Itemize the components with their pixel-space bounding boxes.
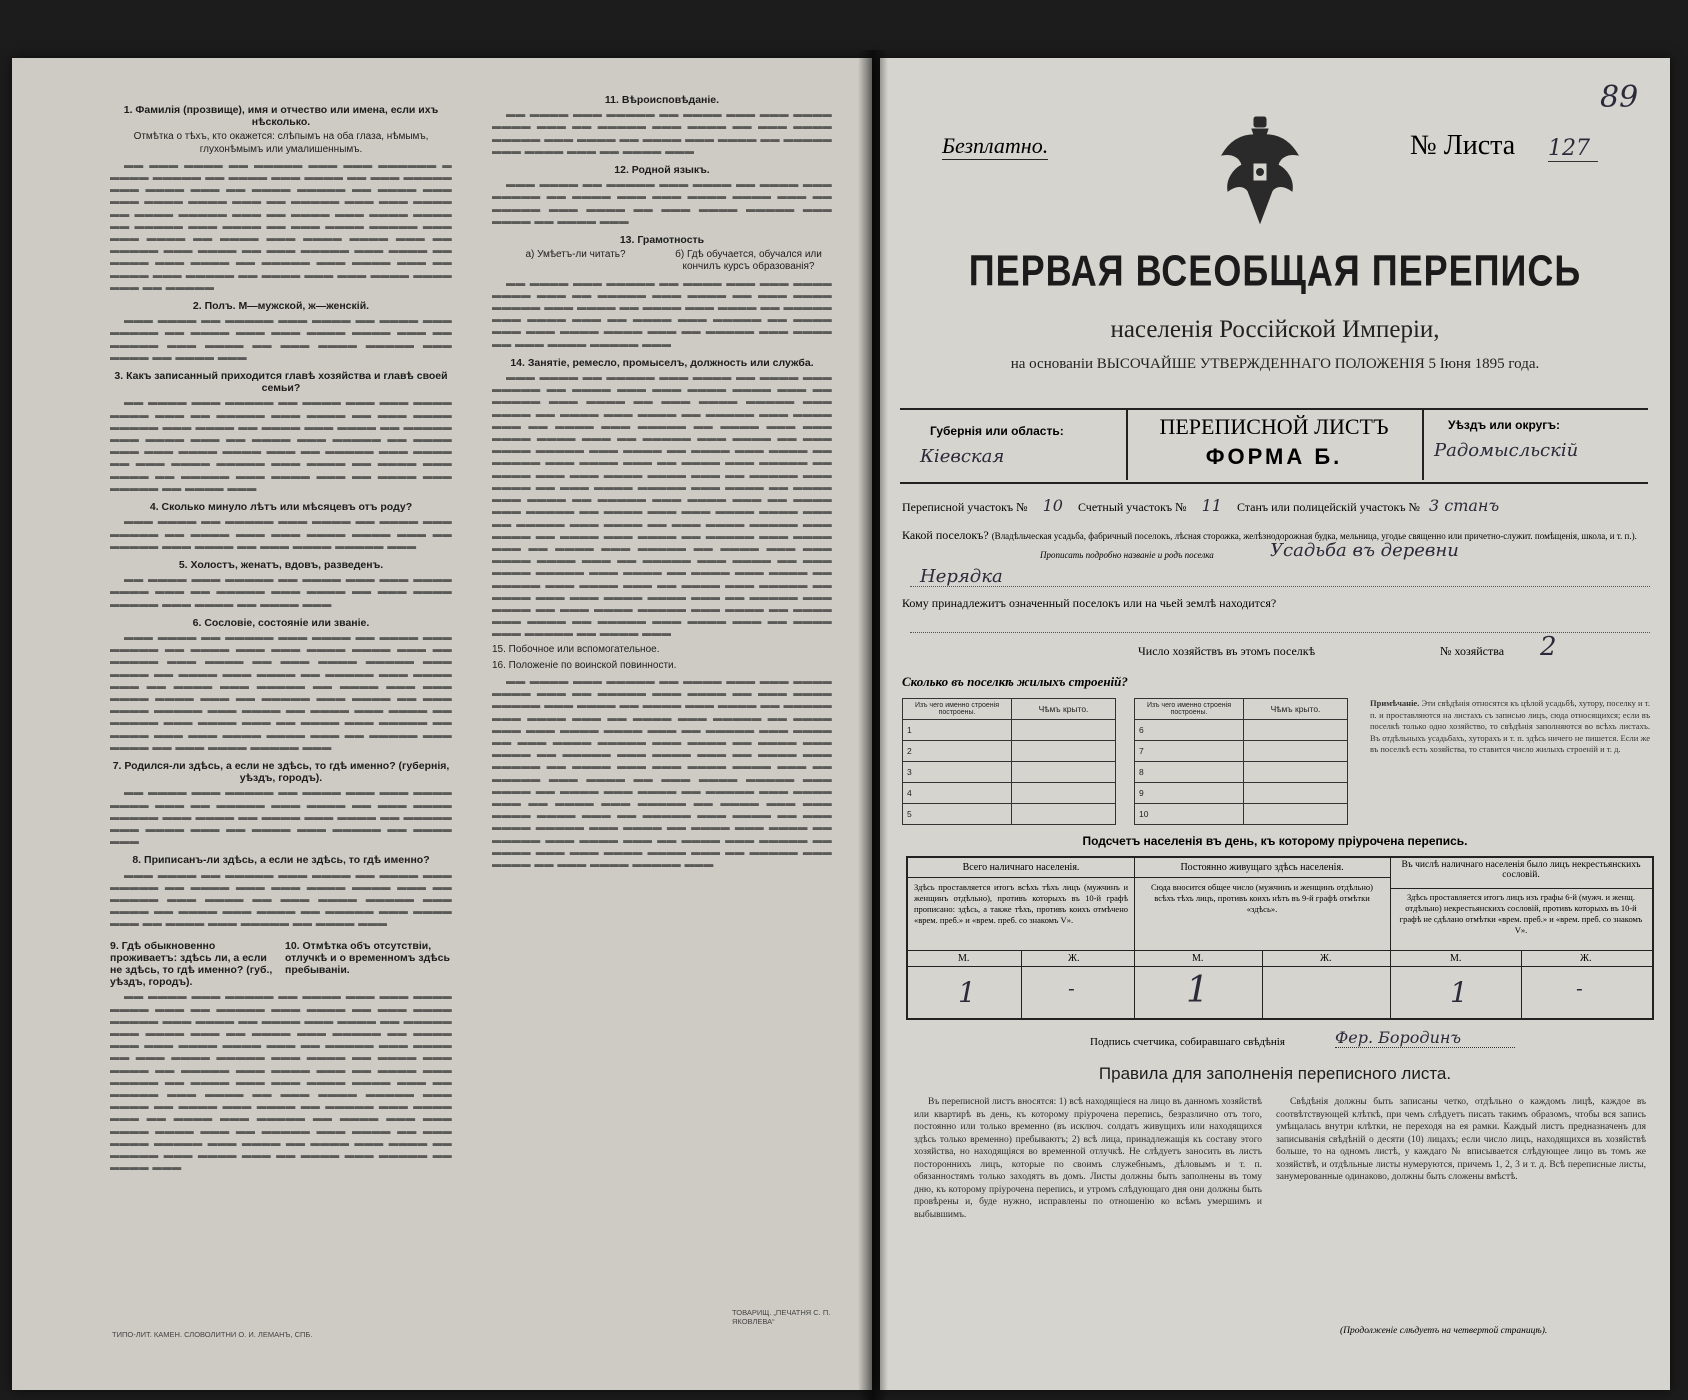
decorative-text-block: ▬▬ ▬▬▬▬ ▬▬▬ ▬▬▬▬▬ ▬▬ ▬▬▬▬ ▬▬▬ ▬▬▬ ▬▬▬▬ ▬▬▬▬ ▬▬▬ ▬▬ ▬▬▬▬▬ ▬▬▬ ▬▬▬▬ ▬▬ ▬▬▬ ▬▬▬▬ ▬▬▬▬▬ ▬▬▬ ▬▬▬▬ ▬▬ ▬▬▬▬ ▬▬▬ xyxy=(110,575,452,610)
section-heading: 1. Фамилія (прозвище), имя и отчество или имена, если ихъ нѣсколько. xyxy=(123,104,439,129)
male-label: М. xyxy=(1450,953,1462,964)
note-text: Эти свѣдѣнія относятся къ цѣлой усадьбѣ, хутору, поселку и т. п. и проставляются на листахъ съ записью лицъ, сюда относящихся; если въ поселкѣ только одно хозяйство, то свѣдѣнія заполняются во всѣхъ листахъ. Въ отдѣльныхъ усадьбахъ, хуторахъ и т. п. здѣсь ничего не пишется. Если же въ поселкѣ есть хозяйства, то ставится число жилыхъ строеній и т. д. xyxy=(1370,698,1651,754)
decorative-text-block: ▬▬ ▬▬▬▬ ▬▬▬ ▬▬▬▬▬ ▬▬ ▬▬▬▬ ▬▬▬ ▬▬▬ ▬▬▬▬ ▬▬▬▬ ▬▬▬ ▬▬ ▬▬▬▬▬ ▬▬▬ ▬▬▬▬ ▬▬ ▬▬▬ ▬▬▬▬ ▬▬▬▬▬ ▬▬▬ ▬▬▬▬ ▬▬ ▬▬▬▬ ▬▬▬ ▬▬▬▬ ▬▬ ▬▬▬▬▬ ▬▬▬ ▬▬▬▬ ▬▬▬ ▬▬ ▬▬▬▬ ▬▬▬ ▬▬▬▬▬ ▬▬ ▬▬▬▬ ▬▬▬ ▬▬▬ ▬▬▬▬ ▬▬▬▬ ▬▬▬ ▬▬ ▬▬▬▬▬ ▬▬▬ ▬▬▬▬ ▬▬ ▬▬▬ ▬▬▬▬ ▬▬▬▬▬ ▬▬▬ ▬▬▬▬ ▬▬ ▬▬▬▬ ▬▬▬ ▬▬▬▬ ▬▬ ▬▬▬▬▬ ▬▬▬ ▬▬▬▬ ▬▬▬ ▬▬ ▬▬▬▬ ▬▬▬ ▬▬▬▬▬ ▬▬ ▬▬▬▬ ▬▬▬ xyxy=(110,398,452,494)
split-headings xyxy=(492,249,832,277)
table-header-row xyxy=(1135,699,1348,720)
table-cell xyxy=(1012,720,1116,741)
table-row xyxy=(1135,783,1348,804)
row-number: 3 xyxy=(903,762,1012,783)
column-divider xyxy=(1521,950,1522,1018)
decorative-text-block: ▬▬ ▬▬▬▬ ▬▬▬ ▬▬▬▬▬ ▬▬ ▬▬▬▬ ▬▬▬ ▬▬▬ ▬▬▬▬ ▬▬▬▬ ▬▬▬ ▬▬ ▬▬▬▬▬ ▬▬▬ ▬▬▬▬ ▬▬ ▬▬▬ ▬▬▬▬ ▬▬▬▬▬ ▬▬▬ ▬▬▬▬ ▬▬ ▬▬▬▬ ▬▬▬ ▬▬▬▬ ▬▬ ▬▬▬▬▬ ▬▬▬ ▬▬▬▬ ▬▬▬ ▬▬ ▬▬▬▬ ▬▬▬ ▬▬▬▬▬ ▬▬ ▬▬▬▬ ▬▬▬ ▬▬▬ ▬▬▬▬ ▬▬▬▬ ▬▬▬ ▬▬ ▬▬▬▬▬ ▬▬▬ ▬▬▬▬ ▬▬ ▬▬▬ ▬▬▬▬ ▬▬▬▬▬ ▬▬▬ ▬▬▬▬ ▬▬ ▬▬▬▬ ▬▬▬ ▬▬▬▬ ▬▬ ▬▬▬▬▬ ▬▬▬ ▬▬▬▬ ▬▬▬ ▬▬ ▬▬▬▬ ▬▬▬ ▬▬▬▬▬ ▬▬ ▬▬▬▬ ▬▬▬ ▬▬▬ ▬▬▬▬ ▬▬▬▬ ▬▬▬ ▬▬ ▬▬▬▬▬ ▬▬▬ ▬▬▬▬ ▬▬ ▬▬▬ ▬▬▬▬ ▬▬▬▬▬ ▬▬▬ ▬▬▬▬ ▬▬ ▬▬▬▬ ▬▬▬ ▬▬▬▬ ▬▬ ▬▬▬▬▬ ▬▬▬ ▬▬▬▬ ▬▬▬ ▬▬ ▬▬▬▬ ▬▬▬ ▬▬▬▬▬ ▬▬ ▬▬▬▬ ▬▬▬ ▬▬▬ ▬▬▬▬ ▬▬▬▬ ▬▬▬ ▬▬ ▬▬▬▬▬ ▬▬▬ ▬▬▬▬ ▬▬ ▬▬▬ ▬▬▬▬ ▬▬▬▬▬ ▬▬▬ ▬▬▬▬ ▬▬ ▬▬▬▬ ▬▬▬ ▬▬▬▬ ▬▬ ▬▬▬▬▬ ▬▬▬ ▬▬▬▬ ▬▬▬ ▬▬ ▬▬▬▬ ▬▬▬ ▬▬▬▬▬ ▬▬ ▬▬▬▬ ▬▬▬ xyxy=(110,992,452,1174)
form-title: ПЕРВАЯ ВСЕОБЩАЯ ПЕРЕПИСЬ xyxy=(968,245,1582,295)
table-header-row xyxy=(903,699,1116,720)
rules-title: Правила для заполненія переписного листа. xyxy=(1098,1064,1452,1083)
table-row xyxy=(1135,741,1348,762)
table-row xyxy=(903,720,1116,741)
sheet-number-value: 127 xyxy=(1548,136,1598,162)
signature-value: Фер. Бородинъ xyxy=(1335,1028,1515,1048)
instructions-column-1 xyxy=(110,98,452,1358)
section-heading: 7. Родился-ли здѣсь, а если не здѣсь, то гдѣ именно? (губернія, уѣздъ, городъ). xyxy=(112,759,450,785)
households-label: Число хозяйствъ въ этомъ поселкѣ xyxy=(1138,644,1316,658)
decorative-text-block: ▬▬ ▬▬▬▬ ▬▬▬ ▬▬▬▬▬ ▬▬ ▬▬▬▬ ▬▬▬ ▬▬▬ ▬▬▬▬ ▬▬▬▬ ▬▬▬ ▬▬ ▬▬▬▬▬ ▬▬▬ ▬▬▬▬ ▬▬ ▬▬▬ ▬▬▬▬ ▬▬▬▬▬ ▬▬▬ ▬▬▬▬ ▬▬ ▬▬▬▬ ▬▬▬ ▬▬▬▬ ▬▬ ▬▬▬▬▬ ▬▬▬ ▬▬▬▬ ▬▬▬ ▬▬ ▬▬▬▬ ▬▬▬ ▬▬▬▬▬ ▬▬ ▬▬▬▬ ▬▬▬ ▬▬▬ ▬▬▬▬ ▬▬▬▬ ▬▬▬ ▬▬ ▬▬▬▬▬ ▬▬▬ ▬▬▬▬ ▬▬ ▬▬▬ ▬▬▬▬ ▬▬▬▬▬ ▬▬▬ ▬▬▬▬ ▬▬ ▬▬▬▬ ▬▬▬ ▬▬▬▬ ▬▬ ▬▬▬▬▬ ▬▬▬ ▬▬▬▬ ▬▬▬ ▬▬ ▬▬▬▬ ▬▬▬ ▬▬▬▬▬ ▬▬ ▬▬▬▬ ▬▬▬ ▬▬▬ ▬▬▬▬ ▬▬▬▬ ▬▬▬ ▬▬ ▬▬▬▬▬ ▬▬▬ ▬▬▬▬ ▬▬ ▬▬▬ ▬▬▬▬ ▬▬▬▬▬ ▬▬▬ ▬▬▬▬ ▬▬ ▬▬▬▬ ▬▬▬ ▬▬▬▬ ▬▬ ▬▬▬▬▬ ▬▬▬ ▬▬▬▬ ▬▬▬ ▬▬ ▬▬▬▬ ▬▬▬ ▬▬▬▬▬ ▬▬ ▬▬▬▬ ▬▬▬ ▬▬▬ ▬▬▬▬ ▬▬▬▬ ▬▬▬ ▬▬ ▬▬▬▬▬ ▬▬▬ ▬▬▬▬ ▬▬ ▬▬▬ ▬▬▬▬ ▬▬▬▬▬ ▬▬▬ ▬▬▬▬ ▬▬ ▬▬▬▬ ▬▬▬ ▬▬▬▬ ▬▬ ▬▬▬▬▬ ▬▬▬ ▬▬▬▬ ▬▬▬ ▬▬ ▬▬▬▬ ▬▬▬ ▬▬▬▬▬ ▬▬ ▬▬▬▬ ▬▬▬ ▬▬▬ ▬▬▬▬ ▬▬▬▬ ▬▬▬ ▬▬ ▬▬▬▬▬ ▬▬▬ ▬▬▬▬ ▬▬ ▬▬▬ ▬▬▬▬ ▬▬▬▬▬ ▬▬▬ xyxy=(492,676,832,870)
table-row xyxy=(903,783,1116,804)
non-peasant-male-value: 1 xyxy=(1450,976,1468,1009)
district-row xyxy=(902,496,1662,515)
settlement-underline xyxy=(910,586,1650,587)
instructions-column-2 xyxy=(492,88,832,1348)
decorative-text-block: ▬▬ ▬▬▬▬ ▬▬▬ ▬▬▬▬▬ ▬▬ ▬▬▬▬ ▬▬▬ ▬▬▬ ▬▬▬▬ ▬▬▬▬ ▬▬▬ ▬▬ ▬▬▬▬▬ ▬▬▬ ▬▬▬▬ ▬▬ ▬▬▬ ▬▬▬▬ ▬▬▬▬▬ ▬▬▬ ▬▬▬▬ ▬▬ ▬▬▬▬ ▬▬▬ ▬▬▬▬ ▬▬ ▬▬▬▬▬ ▬▬▬ ▬▬▬▬ ▬▬▬ ▬▬ ▬▬▬▬ ▬▬▬ ▬▬▬▬▬ ▬▬ ▬▬▬▬ ▬▬▬ xyxy=(110,788,452,848)
population-table xyxy=(906,856,1654,1020)
population-column-total xyxy=(908,858,1135,1018)
decorative-text-block: ▬▬ ▬▬▬▬ ▬▬▬ ▬▬▬▬▬ ▬▬ ▬▬▬▬ ▬▬▬ ▬▬▬ ▬▬▬▬ ▬▬▬▬ ▬▬▬ ▬▬ ▬▬▬▬▬ ▬▬▬ ▬▬▬▬ ▬▬ ▬▬▬ ▬▬▬▬ ▬▬▬▬▬ ▬▬▬ ▬▬▬▬ ▬▬ ▬▬▬▬ ▬▬▬ ▬▬▬▬ ▬▬ ▬▬▬▬▬ ▬▬▬ ▬▬▬▬ ▬▬▬ ▬▬ ▬▬▬▬ ▬▬▬ xyxy=(492,110,832,157)
row-number: 6 xyxy=(1135,720,1244,741)
owner-underline xyxy=(910,632,1650,633)
section-heading: 6. Сословіе, состояніе или званіе. xyxy=(192,616,370,629)
section-heading: 13. Грамотность xyxy=(619,234,705,247)
column-divider xyxy=(1262,950,1263,1018)
decorative-text-block: ▬▬▬ ▬▬▬▬ ▬▬ ▬▬▬▬▬ ▬▬▬ ▬▬▬▬ ▬▬ ▬▬▬▬ ▬▬▬ ▬▬▬▬▬ ▬▬ ▬▬▬▬ ▬▬▬ ▬▬▬ ▬▬▬▬ ▬▬▬▬ ▬▬▬ ▬▬ ▬▬▬▬▬ ▬▬▬ ▬▬▬▬ ▬▬ ▬▬▬ ▬▬▬▬ ▬▬▬▬▬ ▬▬▬ ▬▬▬▬ ▬▬ ▬▬▬▬ ▬▬▬ ▬▬▬▬ ▬▬ ▬▬▬▬▬ ▬▬▬ ▬▬▬▬ ▬▬▬ ▬▬ ▬▬▬▬ ▬▬▬ ▬▬▬▬▬ ▬▬ ▬▬▬▬ ▬▬▬ ▬▬▬ ▬▬▬▬ ▬▬▬▬ ▬▬▬ ▬▬ ▬▬▬▬▬ ▬▬▬ ▬▬▬▬ ▬▬ ▬▬▬ ▬▬▬▬ ▬▬▬▬▬ ▬▬▬ ▬▬▬▬ ▬▬ ▬▬▬▬ ▬▬▬ ▬▬▬▬ ▬▬ ▬▬▬▬▬ ▬▬▬ ▬▬▬▬ ▬▬▬ ▬▬ ▬▬▬▬ ▬▬▬ ▬▬▬▬▬ ▬▬ ▬▬▬▬ ▬▬▬ ▬▬▬ ▬▬▬▬ ▬▬▬▬ ▬▬▬ ▬▬ ▬▬▬▬▬ ▬▬▬ ▬▬▬▬ ▬▬ ▬▬▬ ▬▬▬▬ ▬▬▬▬▬ ▬▬▬ xyxy=(110,632,452,753)
table-cell xyxy=(1244,741,1348,762)
row-number: 2 xyxy=(903,741,1012,762)
row-divider xyxy=(1390,966,1652,967)
population-column-non-peasant xyxy=(1390,858,1652,1018)
stan-label: Станъ или полицейскій участокъ № xyxy=(1236,500,1420,514)
female-label: Ж. xyxy=(1580,953,1592,964)
total-female-value: - xyxy=(1068,976,1075,1000)
permanent-male-value: 1 xyxy=(1186,970,1209,1011)
table-row xyxy=(1135,720,1348,741)
signature-label: Подпись счетчика, собиравшаго свѣдѣнія xyxy=(1090,1036,1285,1048)
book-fold-shadow xyxy=(858,50,888,1400)
census-district-label: Переписной участокъ № xyxy=(902,500,1028,514)
household-no-value: 2 xyxy=(1540,632,1557,662)
section-heading: 10. Отмѣтка объ отсутствіи, отлучкѣ и о временномъ здѣсь пребываніи. xyxy=(285,939,450,976)
row-number: 10 xyxy=(1135,804,1244,825)
form-label: ФОРМА Б. xyxy=(1205,444,1343,469)
total-male-value: 1 xyxy=(958,976,976,1009)
census-form-page xyxy=(880,58,1670,1390)
column-header: Изъ чего именно строенія построены. xyxy=(1135,699,1244,720)
row-divider xyxy=(908,966,1134,967)
section-heading: 11. Вѣроисповѣданіе. xyxy=(604,94,720,106)
column-description: Здѣсь проставляется итогъ лицъ изъ графы 6-й (мужч. и женщ. отдѣльно) некрестьянскихъ сословій, противъ которыхъ въ 10-й графѣ не сдѣлано отмѣтки «врем. преб.» и «врем. преб. со знакомъ V». xyxy=(1399,892,1643,935)
section-heading: 8. Приписанъ-ли здѣсь, а если не здѣсь, то гдѣ именно? xyxy=(132,854,430,867)
table-row xyxy=(903,762,1116,783)
non-peasant-female-value: - xyxy=(1576,976,1583,1000)
male-label: М. xyxy=(958,953,970,964)
row-number: 9 xyxy=(1135,783,1244,804)
count-district-label: Счетный участокъ № xyxy=(1077,500,1187,514)
row-divider xyxy=(1134,966,1390,967)
row-number: 5 xyxy=(903,804,1012,825)
guberniya-cell xyxy=(900,410,1128,480)
free-label: Безплатно. xyxy=(942,133,1049,158)
section-subheading: Отмѣтка о тѣхъ, кто окажется: слѣпымъ на оба глаза, нѣмымъ, глухонѣмымъ или умалишеннымъ. xyxy=(133,131,429,155)
female-label: Ж. xyxy=(1320,953,1332,964)
column-header: Чѣмъ крыто. xyxy=(1244,699,1348,720)
section-heading: 5. Холостъ, женатъ, вдовъ, разведенъ. xyxy=(178,558,384,571)
table-cell xyxy=(1244,804,1348,825)
settlement-hint: (Владѣльческая усадьба, фабричный поселокъ, лѣсная сторожка, желѣзнодорожная будка, мельница, угодье священно или причетно-служит. помѣщенія, школа, и т. п.). xyxy=(991,531,1637,541)
form-header-box xyxy=(900,408,1648,484)
list-title-cell xyxy=(1126,410,1422,480)
section-heading: 3. Какъ записанный приходится главѣ хозяйства и главѣ своей семьи? xyxy=(114,370,448,395)
sheet-number-label: № Листа xyxy=(1410,130,1516,161)
settlement-hint-2: Прописать подробно названіе и родъ поселка xyxy=(1040,550,1214,560)
decorative-text-block: ▬▬▬ ▬▬▬▬ ▬▬ ▬▬▬▬▬ ▬▬▬ ▬▬▬▬ ▬▬ ▬▬▬▬ ▬▬▬ ▬▬▬▬▬ ▬▬ ▬▬▬▬ ▬▬▬ ▬▬▬ ▬▬▬▬ ▬▬▬▬ ▬▬▬ ▬▬ ▬▬▬▬▬ ▬▬▬ ▬▬▬▬ ▬▬ ▬▬▬ ▬▬▬▬ ▬▬▬▬▬ ▬▬▬ ▬▬▬▬ ▬▬ ▬▬▬▬ ▬▬▬ xyxy=(110,316,452,363)
column-header: Чѣмъ крыто. xyxy=(1012,699,1116,720)
row-number: 8 xyxy=(1135,762,1244,783)
column-header: Изъ чего именно строенія построены. xyxy=(903,699,1012,720)
column-header: Постоянно живущаго здѣсь населенія. xyxy=(1134,858,1390,878)
uezd-cell xyxy=(1422,410,1650,480)
table-cell xyxy=(1244,720,1348,741)
column-header: Въ числѣ наличнаго населенія было лицъ некрестьянскихъ сословій. xyxy=(1390,858,1652,889)
buildings-label: Сколько въ поселкѣ жилыхъ строеній? xyxy=(902,674,1128,689)
row-number: 7 xyxy=(1135,741,1244,762)
decorative-text-block: ▬▬▬ ▬▬▬▬ ▬▬ ▬▬▬▬▬ ▬▬▬ ▬▬▬▬ ▬▬ ▬▬▬▬ ▬▬▬ ▬▬▬▬▬ ▬▬ ▬▬▬▬ ▬▬▬ ▬▬▬ ▬▬▬▬ ▬▬▬▬ ▬▬▬ ▬▬ ▬▬▬▬▬ ▬▬▬ ▬▬▬▬ ▬▬ ▬▬▬ ▬▬▬▬ ▬▬▬▬▬ ▬▬▬ xyxy=(110,517,452,552)
table-row xyxy=(1135,762,1348,783)
list-title: ПЕРЕПИСНОЙ ЛИСТЪ xyxy=(1159,414,1389,439)
note-label: Примѣчаніе. xyxy=(1370,698,1420,708)
table-cell xyxy=(1244,762,1348,783)
buildings-table-right xyxy=(1134,698,1348,825)
column-description: Сюда вносится общее число (мужчинъ и женщинъ отдѣльно) всѣхъ тѣхъ лицъ, противъ коихъ нѣтъ въ 9-й графѣ отмѣтки «здѣсь». xyxy=(1150,882,1374,914)
household-no-label: № хозяйства xyxy=(1440,644,1505,658)
table-row xyxy=(903,804,1116,825)
female-label: Ж. xyxy=(1068,953,1080,964)
split-headings xyxy=(110,934,452,992)
census-district-value: 10 xyxy=(1042,496,1063,515)
uezd-label: Уѣздъ или округъ: xyxy=(1448,418,1561,432)
guberniya-label: Губернія или область: xyxy=(930,424,1064,438)
row-number: 4 xyxy=(903,783,1012,804)
section-heading: 9. Гдѣ обыкновенно проживаетъ: здѣсь ли, а если не здѣсь, то гдѣ именно? (губ., уѣздъ, городъ). xyxy=(110,939,273,989)
column-header: Всего наличнаго населенія. xyxy=(908,858,1134,878)
table-row xyxy=(1135,804,1348,825)
guberniya-value: Кіевская xyxy=(920,446,1005,467)
table-cell xyxy=(1012,783,1116,804)
section-subheading: 15. Побочное или вспомогательное. xyxy=(492,643,660,655)
count-district-value: 11 xyxy=(1201,496,1222,515)
section-heading: 12. Родной языкъ. xyxy=(614,164,710,177)
stan-value: 3 станъ xyxy=(1428,496,1500,515)
section-heading: 4. Сколько минуло лѣтъ или мѣсяцевъ отъ роду? xyxy=(149,501,413,514)
row-number: 1 xyxy=(903,720,1012,741)
decorative-text-block: ▬▬▬ ▬▬▬▬ ▬▬ ▬▬▬▬▬ ▬▬▬ ▬▬▬▬ ▬▬ ▬▬▬▬ ▬▬▬ ▬▬▬▬▬ ▬▬ ▬▬▬▬ ▬▬▬ ▬▬▬ ▬▬▬▬ ▬▬▬▬ ▬▬▬ ▬▬ ▬▬▬▬▬ ▬▬▬ ▬▬▬▬ ▬▬ ▬▬▬ ▬▬▬▬ ▬▬▬▬▬ ▬▬▬ ▬▬▬▬ ▬▬ ▬▬▬▬ ▬▬▬ xyxy=(492,180,832,227)
section-subheading: а) Умѣетъ-ли читать? xyxy=(525,249,626,261)
settlement-value-2: Нерядка xyxy=(920,566,1003,587)
section-heading: 2. Полъ. М—мужской, ж—женскій. xyxy=(192,300,370,313)
section-subheading: б) Гдѣ обучается, обучался или кончилъ курсъ образованія? xyxy=(675,249,822,273)
decorative-text-block: ▬▬▬ ▬▬▬▬ ▬▬ ▬▬▬▬▬ ▬▬▬ ▬▬▬▬ ▬▬ ▬▬▬▬ ▬▬▬ ▬▬▬▬▬ ▬▬ ▬▬▬▬ ▬▬▬ ▬▬▬ ▬▬▬▬ ▬▬▬▬ ▬▬▬ ▬▬ ▬▬▬▬▬ ▬▬▬ ▬▬▬▬ ▬▬ ▬▬▬ ▬▬▬▬ ▬▬▬▬▬ ▬▬▬ ▬▬▬▬ ▬▬ ▬▬▬▬ ▬▬▬ ▬▬▬▬ ▬▬ ▬▬▬▬▬ ▬▬▬ ▬▬▬▬ ▬▬▬ ▬▬ ▬▬▬▬ ▬▬▬ ▬▬▬▬▬ ▬▬ ▬▬▬▬ ▬▬▬ ▬▬▬ ▬▬▬▬ ▬▬▬▬ ▬▬▬ ▬▬ ▬▬▬▬▬ ▬▬▬ ▬▬▬▬ ▬▬ ▬▬▬ ▬▬▬▬ ▬▬▬▬▬ ▬▬▬ ▬▬▬▬ ▬▬ ▬▬▬▬ ▬▬▬ ▬▬▬▬ ▬▬ ▬▬▬▬▬ ▬▬▬ ▬▬▬▬ ▬▬▬ ▬▬ ▬▬▬▬ ▬▬▬ ▬▬▬▬▬ ▬▬ ▬▬▬▬ ▬▬▬ ▬▬▬ ▬▬▬▬ ▬▬▬▬ ▬▬▬ ▬▬ ▬▬▬▬▬ ▬▬▬ ▬▬▬▬ ▬▬ ▬▬▬ ▬▬▬▬ ▬▬▬▬▬ ▬▬▬ ▬▬▬▬ ▬▬ ▬▬▬▬ ▬▬▬ ▬▬▬▬ ▬▬ ▬▬▬▬▬ ▬▬▬ ▬▬▬▬ ▬▬▬ ▬▬ ▬▬▬▬ ▬▬▬ ▬▬▬▬▬ ▬▬ ▬▬▬▬ ▬▬▬ ▬▬▬ ▬▬▬▬ ▬▬▬▬ ▬▬▬ ▬▬ ▬▬▬▬▬ ▬▬▬ ▬▬▬▬ ▬▬ ▬▬▬ ▬▬▬▬ ▬▬▬▬▬ ▬▬▬ ▬▬▬▬ ▬▬ ▬▬▬▬ ▬▬▬ ▬▬▬▬ ▬▬ ▬▬▬▬▬ ▬▬▬ ▬▬▬▬ ▬▬▬ ▬▬ ▬▬▬▬ ▬▬▬ ▬▬▬▬▬ ▬▬ ▬▬▬▬ ▬▬▬ ▬▬▬ ▬▬▬▬ ▬▬▬▬ ▬▬▬ ▬▬ ▬▬▬▬▬ ▬▬▬ ▬▬▬▬ ▬▬ ▬▬▬ ▬▬▬▬ ▬▬▬▬▬ ▬▬▬ ▬▬▬▬ ▬▬ ▬▬▬▬ ▬▬▬ ▬▬▬▬ ▬▬ ▬▬▬▬▬ ▬▬▬ ▬▬▬▬ ▬▬▬ ▬▬ ▬▬▬▬ ▬▬▬ ▬▬▬▬▬ ▬▬ ▬▬▬▬ ▬▬▬ ▬▬▬ ▬▬▬▬ ▬▬▬▬ ▬▬▬ ▬▬ ▬▬▬▬▬ ▬▬▬ ▬▬▬▬ ▬▬ ▬▬▬ ▬▬▬▬ ▬▬▬▬▬ ▬▬▬ ▬▬▬▬ ▬▬ ▬▬▬▬ ▬▬▬ ▬▬▬▬ ▬▬ ▬▬▬▬▬ ▬▬▬ ▬▬▬▬ ▬▬▬ ▬▬ ▬▬▬▬ ▬▬▬ ▬▬▬▬▬ ▬▬ ▬▬▬▬ ▬▬▬ xyxy=(492,373,832,640)
population-title: Подсчетъ населенія въ день, къ которому пріурочена перепись. xyxy=(1082,834,1468,848)
section-subheading: 16. Положеніе по воинской повинности. xyxy=(492,659,677,671)
population-column-permanent xyxy=(1134,858,1391,1018)
coat-of-arms-icon xyxy=(1212,113,1308,233)
buildings-table-left xyxy=(902,698,1116,825)
form-subtitle: населенія Россійской Имперіи, xyxy=(1110,316,1440,343)
printer-imprint-left: ТИПО-ЛИТ. КАМЕН. СЛОВОЛИТНИ О. И. ЛЕМАНЪ, СПБ. xyxy=(112,1330,313,1339)
table-row xyxy=(903,741,1116,762)
legal-basis: на основаніи ВЫСОЧАЙШЕ УТВЕРЖДЕННАГО ПОЛОЖЕНІЯ 5 Іюня 1895 года. xyxy=(1010,356,1540,372)
settlement-value-1: Усадьба въ деревни xyxy=(1270,540,1459,561)
rules-continued-note: (Продолженіе слѣдуетъ на четвертой страницѣ). xyxy=(1340,1326,1548,1336)
table-cell xyxy=(1012,741,1116,762)
printer-imprint-right: ТОВАРИЩ. „ПЕЧАТНЯ С. П. ЯКОВЛЕВА“ xyxy=(732,1308,831,1326)
table-cell xyxy=(1012,804,1116,825)
decorative-text-block: ▬▬▬ ▬▬▬▬ ▬▬ ▬▬▬▬▬ ▬▬▬ ▬▬▬▬ ▬▬ ▬▬▬▬ ▬▬▬ ▬▬▬▬▬ ▬▬ ▬▬▬▬ ▬▬▬ ▬▬▬ ▬▬▬▬ ▬▬▬▬ ▬▬▬ ▬▬ ▬▬▬▬▬ ▬▬▬ ▬▬▬▬ ▬▬ ▬▬▬ ▬▬▬▬ ▬▬▬▬▬ ▬▬▬ ▬▬▬▬ ▬▬ ▬▬▬▬ ▬▬▬ ▬▬▬▬ ▬▬ ▬▬▬▬▬ ▬▬▬ ▬▬▬▬ ▬▬▬ ▬▬ ▬▬▬▬ ▬▬▬ ▬▬▬▬▬ ▬▬ ▬▬▬▬ ▬▬▬ xyxy=(110,870,452,930)
handwritten-page-number: 89 xyxy=(1600,80,1639,115)
rules-right-column: Свѣдѣнія должны быть записаны четко, отдѣльно о каждомъ лицѣ, каждое въ соотвѣтствующей клѣткѣ, при чемъ слѣдуетъ писать такимъ образомъ, чтобы вся запись умѣщалась внутри клѣтки, не переходя на ея рамки. Каждый листъ предназначенъ для записыванія свѣдѣній о десяти (10) лицахъ; если число лицъ, находящихся въ хозяйствѣ больше, то на одномъ листѣ, у каждаго № вписывается слѣдующее лицо въ томъ же хозяйствѣ, и отдѣльные листы нумеруются, причемъ 1, 2, 3 и т. д. Всѣ переписные листы, занумерованные одинаково, должны быть сложены вмѣстѣ. xyxy=(1276,1097,1646,1182)
instructions-page xyxy=(12,58,872,1390)
section-heading: 14. Занятіе, ремесло, промыселъ, должность или служба. xyxy=(510,356,814,369)
settlement-label: Какой поселокъ? xyxy=(902,528,989,542)
column-divider xyxy=(1021,950,1022,1018)
table-cell xyxy=(1244,783,1348,804)
uezd-value: Радомысльскій xyxy=(1434,440,1579,461)
male-label: М. xyxy=(1192,953,1204,964)
decorative-text-block: ▬▬ ▬▬▬▬ ▬▬▬ ▬▬▬▬▬ ▬▬ ▬▬▬▬ ▬▬▬ ▬▬▬ ▬▬▬▬ ▬▬▬▬ ▬▬▬ ▬▬ ▬▬▬▬▬ ▬▬▬ ▬▬▬▬ ▬▬ ▬▬▬ ▬▬▬▬ ▬▬▬▬▬ ▬▬▬ ▬▬▬▬ ▬▬ ▬▬▬▬ ▬▬▬ ▬▬▬▬ ▬▬ ▬▬▬▬▬ ▬▬▬ ▬▬▬▬ ▬▬▬ ▬▬ ▬▬▬▬ ▬▬▬ ▬▬▬▬▬ ▬▬ ▬▬▬▬ ▬▬▬ ▬▬▬ ▬▬▬▬ ▬▬▬▬ ▬▬▬ ▬▬ ▬▬▬▬▬ ▬▬▬ ▬▬▬▬ ▬▬ ▬▬▬ ▬▬▬▬ ▬▬▬▬▬ ▬▬▬ xyxy=(492,278,832,350)
table-cell xyxy=(1012,762,1116,783)
note-block xyxy=(1370,698,1650,756)
decorative-text-block: ▬▬ ▬▬▬ ▬▬▬▬ ▬▬ ▬▬▬▬▬ ▬▬▬ ▬▬▬ ▬▬▬▬▬▬ ▬ ▬▬▬▬ ▬▬▬▬▬ ▬▬ ▬▬▬▬ ▬▬▬ ▬▬▬▬ ▬▬ ▬▬▬ ▬▬▬▬▬ ▬▬▬ ▬▬▬▬ ▬▬▬ ▬▬ ▬▬▬▬ ▬▬▬▬▬ ▬▬ ▬▬▬▬ ▬▬▬ ▬▬▬ ▬▬▬▬ ▬▬▬▬ ▬▬▬ ▬▬ ▬▬▬▬▬ ▬▬▬ ▬▬▬ ▬▬▬▬ ▬▬ ▬▬▬▬ ▬▬▬▬▬ ▬▬▬ ▬▬ ▬▬▬▬ ▬▬▬ ▬▬▬▬ ▬▬▬▬ ▬▬ ▬▬▬▬▬ ▬▬▬ ▬▬▬▬ ▬▬ ▬▬▬ ▬▬▬▬ ▬▬▬▬▬ ▬▬▬ ▬▬▬ ▬▬▬▬ ▬▬ ▬▬▬▬ ▬▬▬ ▬▬▬▬ ▬▬▬▬ ▬▬▬ ▬▬ ▬▬▬▬▬ ▬▬▬ ▬▬▬▬ ▬▬ ▬▬▬ ▬▬▬▬▬ ▬▬▬ ▬▬▬▬ ▬▬ ▬▬▬▬ ▬▬▬ ▬▬▬▬ ▬▬ ▬▬▬▬▬ ▬▬▬ ▬▬▬▬ ▬▬▬ ▬▬ ▬▬▬▬ ▬▬▬ ▬▬▬▬▬ ▬▬ ▬▬▬▬ ▬▬▬ ▬▬▬ ▬▬▬▬ ▬▬▬▬ ▬▬▬ ▬▬ ▬▬▬▬▬ xyxy=(110,160,452,293)
column-description: Здѣсь проставляется итогъ всѣхъ тѣхъ лицъ (мужчинъ и женщинъ отдѣльно), противъ которыхъ въ 10-й графѣ прописано: здѣсь, а также тѣхъ, противъ коихъ отмѣчено «врем. преб.» и «врем. преб. со знакомъ V». xyxy=(914,882,1128,925)
owner-label: Кому принадлежитъ означенный поселокъ или на чьей землѣ находится? xyxy=(902,596,1277,610)
rules-left-column: Въ переписной листъ вносятся: 1) всѣ находящіеся на лицо въ данномъ хозяйствѣ или квартирѣ въ день, къ которому пріурочена перепись, безразлично отъ того, постоянно или только временно (въ исключ. солдатъ живущихъ или находящихся здѣсь только временно) пребываютъ; 2) всѣ лица, принадлежащія къ составу этого хозяйства, но находящіяся во временной отлучкѣ. Не слѣдуетъ заносить въ листъ постороннихъ лицъ, которые по своимъ служебнымъ, дѣловымъ и т. п. обязанностямъ только заходятъ въ домъ. Листы должны быть заполнены въ тому дню, къ которому пріурочена перепись, и утромъ слѣдующаго дня они должны быть провѣрены и, буде нужно, исправлены по отношенію ко всѣмъ умершимъ и выбывшимъ. xyxy=(914,1097,1262,1220)
